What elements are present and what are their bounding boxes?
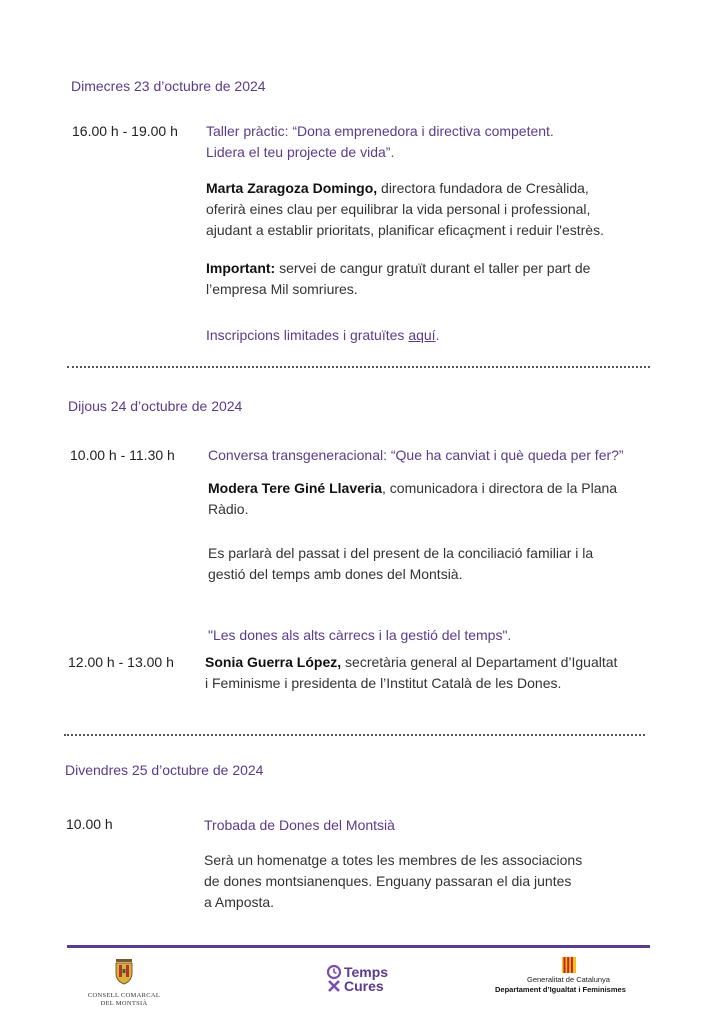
day-heading-wednesday: Dimecres 23 d’octubre de 2024 (71, 78, 266, 94)
inscription-link[interactable]: aquí (408, 327, 436, 343)
description-line: Es parlarà del passat i del present de la conciliació familiar i la (208, 545, 594, 561)
temps-text: Temps (344, 964, 389, 980)
event-title: Trobada de Dones del Montsià (204, 817, 395, 833)
consell-comarcal-logo (86, 957, 162, 1008)
speaker-desc: Ràdio. (208, 501, 249, 517)
footer-rule (67, 945, 650, 948)
description-line: gestió del temps amb dones del Montsià. (208, 566, 463, 582)
speaker-paragraph (208, 478, 678, 520)
speaker-desc: ajudant a establir prioritats, planificar eficaçment i reduir l'estrès. (206, 222, 604, 238)
speaker-name: Sonia Guerra López, (205, 654, 342, 670)
consell-name-line: DEL MONTSIÀ (100, 1000, 148, 1007)
event-title: "Les dones als alts càrrecs i la gestió del temps". (208, 627, 512, 643)
generalitat-name: Generalitat de Catalunya (527, 975, 610, 984)
senyera-icon (562, 957, 576, 973)
day-heading-thursday: Dijous 24 d’octubre de 2024 (68, 398, 243, 414)
department-name: Departament d’Igualtat i Feminismes (495, 985, 626, 994)
description-line: de dones montsianenques. Enguany passaran el dia juntes (204, 873, 572, 889)
section-divider (64, 734, 645, 736)
speaker-desc: secretària general al Departament d’Igualtat (341, 654, 618, 670)
time-slot: 16.00 h - 19.00 h (72, 123, 178, 139)
section-divider (67, 366, 650, 368)
speaker-paragraph (206, 178, 676, 241)
event-title-line: Lidera el teu projecte de vida”. (206, 144, 395, 160)
speaker-desc: i Feminisme i presidenta de l’Institut Català de les Dones. (205, 675, 562, 691)
event-title: Conversa transgeneracional: “Que ha canviat i què queda per fer?” (208, 447, 624, 463)
event-title (206, 121, 554, 163)
description-line: a Amposta. (204, 894, 275, 910)
event-description (208, 543, 678, 585)
important-note (206, 258, 676, 300)
speaker-desc: oferirà eines clau per equilibrar la vida personal i professional, (206, 201, 591, 217)
important-text: l’empresa Mil somriures. (206, 281, 358, 297)
speaker-name: Modera Tere Giné Llaveria (208, 480, 383, 496)
time-slot: 12.00 h - 13.00 h (68, 654, 174, 670)
inscription-line (206, 325, 439, 346)
speaker-name: Marta Zaragoza Domingo, (206, 180, 378, 196)
consell-name-line: CONSELL COMARCAL (87, 992, 161, 999)
description-line: Serà un homenatge a totes les membres de les associacions (204, 852, 583, 868)
speaker-paragraph (205, 652, 685, 694)
speaker-desc: , comunicadora i directora de la Plana (382, 480, 618, 496)
coat-of-arms-icon (86, 957, 162, 987)
important-text: servei de cangur gratuït durant el taller per part de (275, 260, 591, 276)
speaker-desc: directora fundadora de Cresàlida, (377, 180, 589, 196)
time-slot: 10.00 h (66, 816, 113, 832)
clock-cross-icon (326, 963, 342, 993)
event-title-line: Taller pràctic: “Dona emprenedora i directiva competent. (206, 123, 554, 139)
temps-cures-logo (326, 962, 406, 994)
event-description (204, 850, 674, 913)
inscription-text: Inscripcions limitades i gratuïtes (206, 327, 409, 343)
day-heading-friday: Divendres 25 d’octubre de 2024 (65, 762, 264, 778)
cures-text: Cures (344, 978, 384, 994)
inscription-end: . (435, 327, 440, 343)
time-slot: 10.00 h - 11.30 h (70, 447, 175, 463)
important-label: Important: (206, 260, 276, 276)
